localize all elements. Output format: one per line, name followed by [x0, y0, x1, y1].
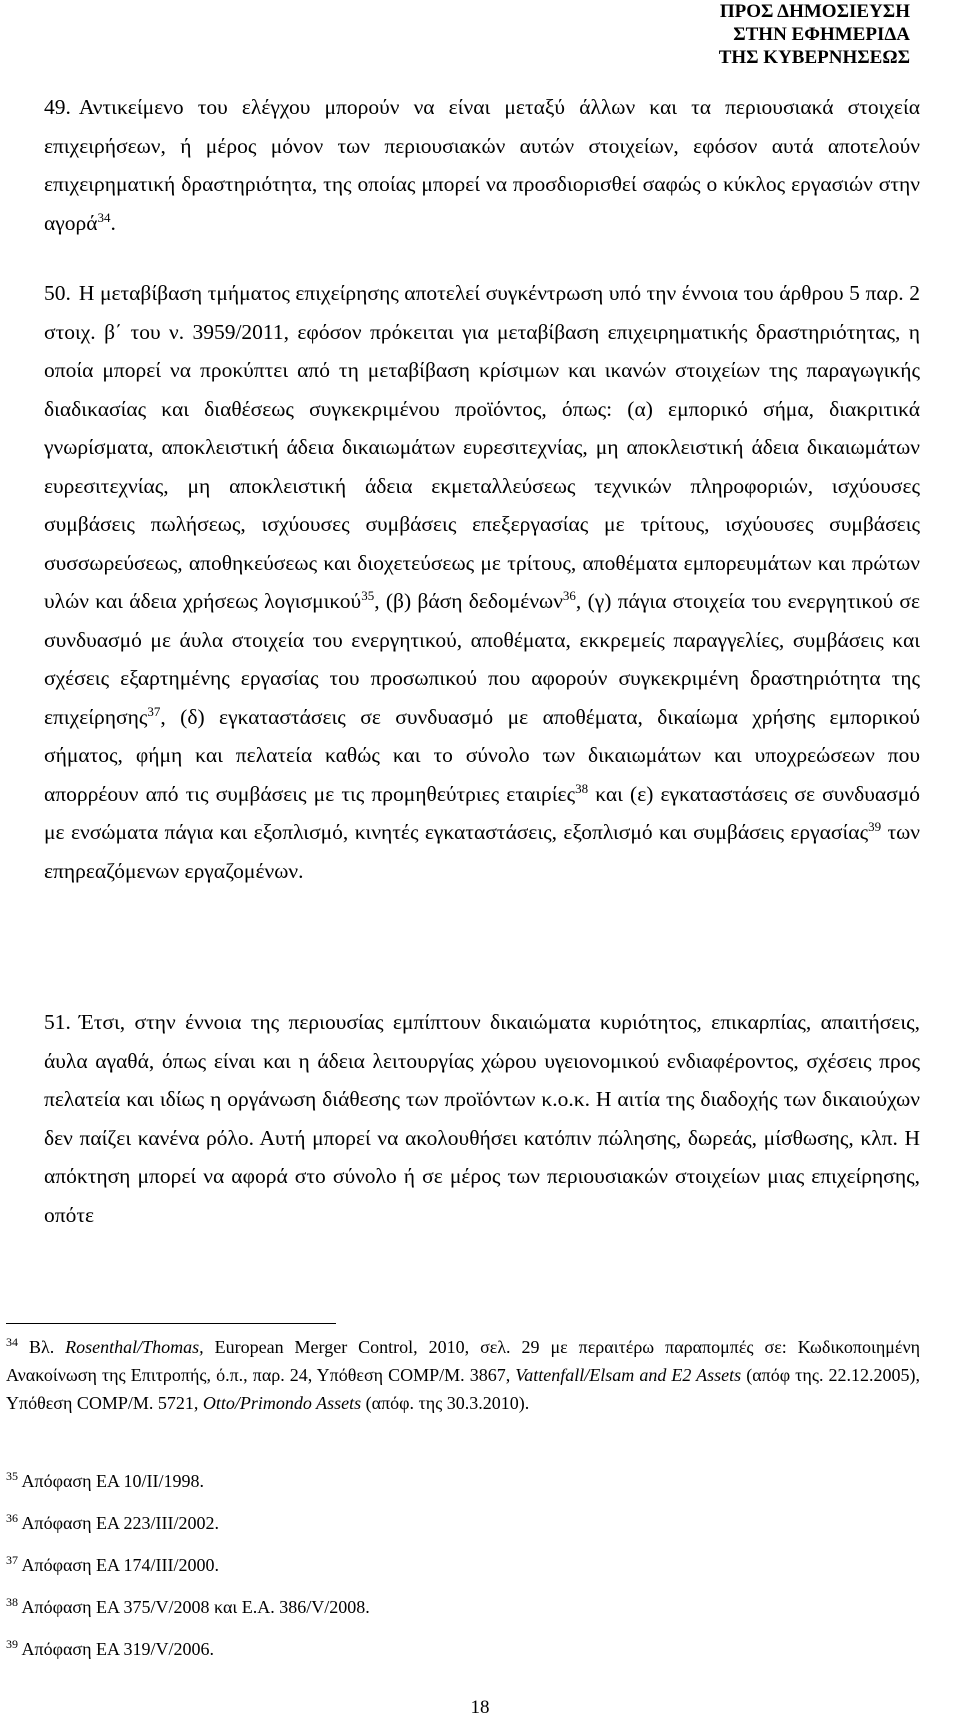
- paragraph-text: , (β) βάση δεδομένων: [374, 589, 563, 613]
- publication-header: [719, 0, 910, 69]
- footnote-ref-36[interactable]: 36: [562, 587, 576, 603]
- paragraph-49: [44, 88, 920, 242]
- footnote-36: [6, 1509, 920, 1537]
- footnote-author: Rosenthal/Thomas,: [65, 1337, 204, 1357]
- footnote-text: Απόφαση ΕΑ 319/V/2006.: [18, 1639, 215, 1659]
- paragraph-text: , (γ) πάγια στοιχεία του ενεργητικού σε συνδυασμό με άυλα στοιχεία του ενεργητικού, αποθέματα, εκκρεμείς παραγγελίες, συμβάσεις και σχέσεις εξαρτημένης εργασίας του προσωπικού που αφορούν συγκεκριμένη δραστηριότητα της επιχείρησης: [44, 589, 920, 729]
- paragraph-text: , (δ) εγκαταστάσεις σε συνδυασμό με αποθέματα, δικαίωμα χρήσης εμπορικού σήματος, φήμη και πελατεία καθώς και το σύνολο των δικαιωμάτων και υποχρεώσεων που απορρέουν από τις συμβάσεις με τις προμηθεύτριες εταιρίες: [44, 704, 920, 806]
- paragraph-text: Η μεταβίβαση τμήματος επιχείρησης αποτελεί συγκέντρωση υπό την έννοια του άρθρου 5 παρ. 2 στοιχ. β΄ του ν. 3959/2011, εφόσον πρόκειται για μεταβίβαση επιχειρηματικής δραστηριότητας, η οποία μπορεί να προκύπτει από τη μεταβίβαση κρίσιμων και ικανών στοιχείων της παραγωγικής διαδικασίας και διαθέσεως συγκεκριμένου προϊόντος, όπως: (α) εμπορικό σήμα, διακριτικά γνωρίσματα, αποκλειστική άδεια δικαιωμάτων ευρεσιτεχνίας, μη αποκλειστική άδεια δικαιωμάτων ευρεσιτεχνίας, μη αποκλειστική άδεια εκμεταλλεύσεως τεχνικών πληροφοριών, ισχύουσες συμβάσεις πωλήσεως, ισχύουσες συμβάσεις επεξεργασίας με τρίτους, ισχύουσες συμβάσεις συσσωρεύσεως, αποθηκεύσεως και διοχετεύσεως με τρίτους, αποθέματα εμπορευμάτων και πρώτων υλών και άδεια χρήσεως λογισμικού: [44, 281, 920, 613]
- footnote-35: [6, 1467, 920, 1495]
- paragraph-number: 50.: [44, 281, 71, 305]
- footnote-number: 39: [6, 1637, 18, 1651]
- paragraph-50: [44, 274, 920, 890]
- paragraph-text: των επηρεαζόμενων εργαζομένων.: [44, 820, 921, 883]
- footnote-text: Απόφαση ΕΑ 375/V/2008 και Ε.Α. 386/V/2008.: [18, 1597, 370, 1617]
- footnote-37: [6, 1551, 920, 1579]
- case-name: Vattenfall/Elsam and E2 Assets: [515, 1365, 742, 1385]
- footnote-ref-37[interactable]: 37: [147, 703, 161, 719]
- header-line-3: ΤΗΣ ΚΥΒΕΡΝΗΣΕΩΣ: [718, 47, 910, 68]
- footnote-text: (απόφ της. 22.12.2005), Υπόθεση COMP/M. 5721,: [6, 1365, 921, 1413]
- footnote-text: European Merger Control, 2010, σελ. 29 με περαιτέρω παραπομπές σε: Κωδικοποιημένη Ανακοίνωση της Επιτροπής, ό.π., παρ. 24, Υπόθεση COMP/M. 3867,: [6, 1337, 921, 1385]
- footnote-text: (απόφ. της 30.3.2010).: [361, 1393, 530, 1413]
- paragraph-text: και (ε) εγκαταστάσεις σε συνδυασμό με ενσώματα πάγια και εξοπλισμό, κινητές εγκαταστάσεις, εξοπλισμό και συμβάσεις εργασίας: [44, 781, 921, 844]
- header-line-1: ΠΡΟΣ ΔΗΜΟΣΙΕΥΣΗ: [719, 1, 910, 22]
- paragraph-number: 51.: [44, 1010, 71, 1034]
- footnote-38: [6, 1593, 920, 1621]
- header-line-2: ΣΤΗΝ ΕΦΗΜΕΡΙΔΑ: [733, 24, 910, 45]
- footnote-number: 35: [6, 1469, 18, 1483]
- footnote-number: 37: [6, 1553, 18, 1567]
- footnote-34: [6, 1333, 920, 1417]
- footnote-text: Απόφαση ΕΑ 10/ΙΙ/1998.: [18, 1471, 205, 1491]
- paragraph-text: Έτσι, στην έννοια της περιουσίας εμπίπτουν δικαιώματα κυριότητος, επικαρπίας, απαιτήσεις, άυλα αγαθά, όπως είναι και η άδεια λειτουργίας χώρου υγειονομικού ενδιαφέροντος, σχέσεις προς πελατεία και ιδίως η οργάνωση διάθεσης των προϊόντων κ.ο.κ. Η αιτία της διαδοχής των δικαιούχων δεν παίζει κανένα ρόλο. Αυτή μπορεί να ακολουθήσει κατόπιν πώλησης, δωρεάς, μίσθωσης, κλπ. Η απόκτηση μπορεί να αφορά στο σύνολο ή σε μέρος των περιουσιακών στοιχείων μιας επιχείρησης, οπότε: [44, 1010, 920, 1227]
- page-number: 18: [470, 1697, 490, 1718]
- footnote-number: 34: [6, 1335, 18, 1349]
- paragraph-text-tail: .: [110, 210, 116, 235]
- footnote-text: Βλ.: [18, 1337, 66, 1357]
- footnote-ref-35[interactable]: 35: [361, 587, 375, 603]
- paragraph-text: Αντικείμενο του ελέγχου μπορούν να είναι μεταξύ άλλων και τα περιουσιακά στοιχεία επιχειρήσεων, ή μέρος μόνον των περιουσιακών αυτών στοιχείων, εφόσον αυτά αποτελούν επιχειρηματική δραστηριότητα, της οποίας μπορεί να προσδιορισθεί σαφώς ο κύκλος εργασιών στην αγορά: [44, 95, 920, 235]
- footnote-separator: [6, 1323, 336, 1324]
- footnote-39: [6, 1635, 920, 1663]
- footnote-text: Απόφαση ΕΑ 174/ΙΙΙ/2000.: [18, 1555, 220, 1575]
- footnote-number: 38: [6, 1595, 18, 1609]
- footnote-ref-39[interactable]: 39: [868, 818, 882, 834]
- paragraph-number: 49.: [44, 95, 71, 119]
- case-name: Otto/Primondo Assets: [202, 1393, 362, 1413]
- footnote-ref-38[interactable]: 38: [575, 780, 589, 796]
- footnote-number: 36: [6, 1511, 18, 1525]
- footnote-ref-34[interactable]: 34: [97, 209, 111, 225]
- footnote-text: Απόφαση ΕΑ 223/ΙΙΙ/2002.: [18, 1513, 220, 1533]
- paragraph-51: [44, 1003, 920, 1234]
